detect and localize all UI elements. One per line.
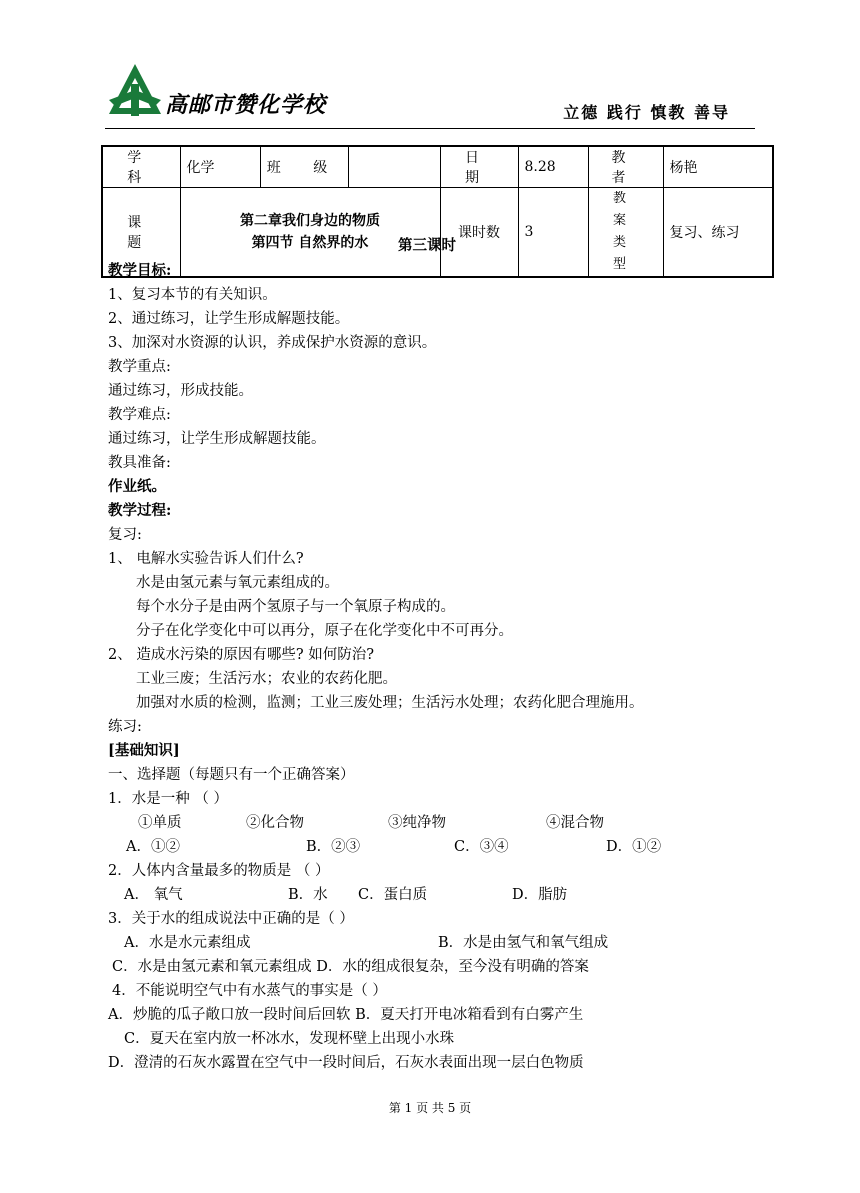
q4-option-c: C．夏天在室内放一杯冰水，发现杯壁上出现小水珠 xyxy=(124,1031,455,1047)
plan-type-label xyxy=(588,188,663,278)
choice-section-heading: 一、选择题（每题只有一个正确答案） xyxy=(108,767,355,783)
q2-option-c: C．蛋白质 xyxy=(358,887,428,903)
q1-item-2: ②化合物 xyxy=(246,815,304,831)
hours-label: 课时数 xyxy=(440,188,518,278)
plan-type-label-1: 教 案 xyxy=(612,191,638,228)
q3-option-a: A．水是水元素组成 xyxy=(124,935,251,951)
objective-1: 1、复习本节的有关知识。 xyxy=(108,287,277,303)
materials-heading: 教具准备: xyxy=(108,455,171,471)
subject-label: 学 科 xyxy=(102,146,180,188)
info-row-2 xyxy=(102,188,773,278)
period-title: 第三课时 xyxy=(398,237,456,254)
review-q1: 1、 电解水实验告诉人们什么? xyxy=(108,551,304,567)
q1-option-b: B．②③ xyxy=(306,839,361,855)
question-2: 2．人体内含量最多的物质是 （ ） xyxy=(108,863,330,879)
q4-option-d: D．澄清的石灰水露置在空气中一段时间后，石灰水表面出现一层白色物质 xyxy=(108,1055,584,1071)
difficulty: 通过练习，让学生形成解题技能。 xyxy=(108,431,326,447)
process-heading: 教学过程: xyxy=(108,502,172,519)
question-1: 1．水是一种 （ ） xyxy=(108,791,228,807)
plan-type-value: 复习、练习 xyxy=(663,188,773,278)
q2-option-d: D．脂肪 xyxy=(512,887,568,903)
basic-knowledge-heading: [基础知识] xyxy=(108,742,180,759)
q1-item-4: ④混合物 xyxy=(546,815,604,831)
school-logo-icon xyxy=(105,62,165,122)
q1-option-c: C．③④ xyxy=(454,839,509,855)
q3-options-c-d: C．水是由氢元素和氧元素组成 D．水的组成很复杂，至今没有明确的答案 xyxy=(112,959,589,975)
q1-option-a: A．①② xyxy=(126,839,180,855)
q3-option-b: B．水是由氢气和氧气组成 xyxy=(438,935,609,951)
review-q2: 2、 造成水污染的原因有哪些? 如何防治? xyxy=(108,647,374,663)
date-label: 日 期 xyxy=(440,146,518,188)
teacher-label: 教 者 xyxy=(588,146,663,188)
difficulty-heading: 教学难点: xyxy=(108,407,171,423)
q1-item-3: ③纯净物 xyxy=(388,815,446,831)
lesson-info-table xyxy=(101,145,774,278)
q1-option-d: D．①② xyxy=(606,839,662,855)
school-name: 高邮市赞化学校 xyxy=(165,92,327,118)
info-row-1 xyxy=(102,146,773,188)
header-divider xyxy=(105,128,755,129)
objectives-heading: 教学目标: xyxy=(108,262,172,279)
topic-value xyxy=(180,188,440,278)
objective-2: 2、通过练习，让学生形成解题技能。 xyxy=(108,311,350,327)
review-q2-answer-1: 工业三废；生活污水；农业的农药化肥。 xyxy=(136,671,397,687)
topic-line-1: 第二章我们身边的物质 xyxy=(240,213,380,229)
review-q2-answer-2: 加强对水质的检测，监测；工业三废处理；生活污水处理；农药化肥合理施用。 xyxy=(136,695,644,711)
page-header xyxy=(105,62,755,130)
date-value: 8.28 xyxy=(518,146,588,188)
review-q1-answer-3: 分子在化学变化中可以再分，原子在化学变化中不可再分。 xyxy=(136,623,513,639)
q4-options-a-b: A．炒脆的瓜子敞口放一段时间后回软 B．夏天打开电冰箱看到有白雾产生 xyxy=(108,1007,584,1023)
materials: 作业纸。 xyxy=(108,478,166,495)
key-points: 通过练习，形成技能。 xyxy=(108,383,253,399)
class-label: 班 级 xyxy=(260,146,348,188)
review-heading: 复习: xyxy=(108,527,142,543)
teacher-value: 杨艳 xyxy=(663,146,773,188)
q2-option-a: A． 氧气 xyxy=(124,887,183,903)
exercise-heading: 练习: xyxy=(108,719,142,735)
class-value xyxy=(348,146,440,188)
page-footer: 第 1 页 共 5 页 xyxy=(388,1101,472,1115)
review-q1-answer-2: 每个水分子是由两个氢原子与一个氧原子构成的。 xyxy=(136,599,455,615)
q1-item-1: ①单质 xyxy=(138,815,182,831)
question-4: 4．不能说明空气中有水蒸气的事实是（ ） xyxy=(112,983,387,999)
objective-3: 3、加深对水资源的认识，养成保护水资源的意识。 xyxy=(108,335,437,351)
subject-value: 化学 xyxy=(180,146,260,188)
topic-line-2: 第四节 自然界的水 xyxy=(251,235,369,251)
key-points-heading: 教学重点: xyxy=(108,359,171,375)
hours-value: 3 xyxy=(518,188,588,278)
plan-type-label-2: 类 型 xyxy=(612,235,638,272)
topic-label: 课 题 xyxy=(102,188,180,278)
school-motto: 立德 践行 慎教 善导 xyxy=(563,103,730,122)
q2-option-b: B．水 xyxy=(288,887,328,903)
review-q1-answer-1: 水是由氢元素与氧元素组成的。 xyxy=(136,575,339,591)
question-3: 3．关于水的组成说法中正确的是（ ） xyxy=(108,911,354,927)
